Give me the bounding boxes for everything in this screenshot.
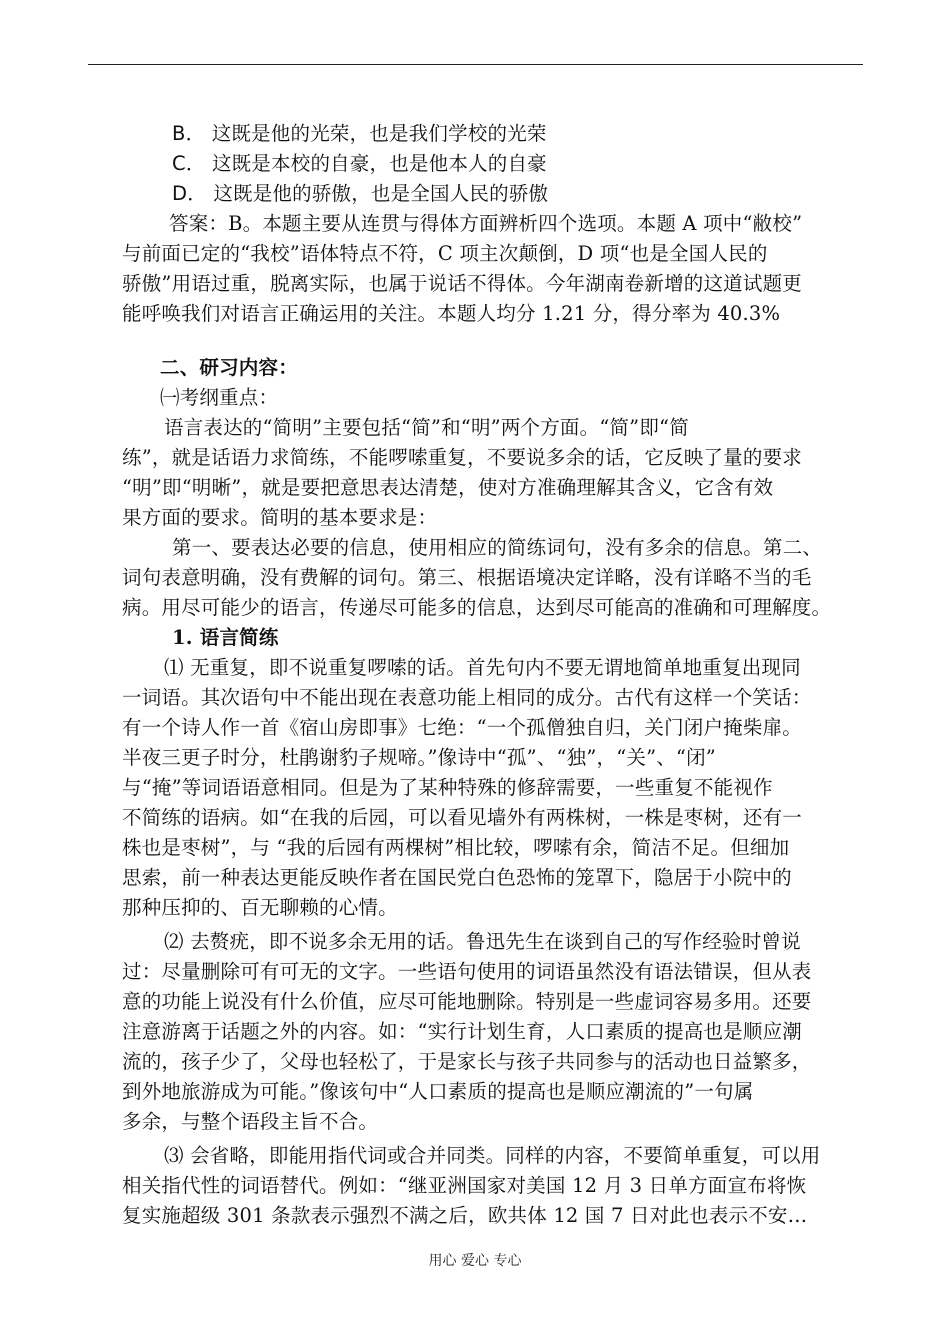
answer-paragraph <box>122 209 867 329</box>
para2-line: 流的，孩子少了，父母也轻松了，于是家长与孩子共同参与的活动也日益繁多， <box>122 1050 812 1073</box>
para2-line: 多余，与整个语段主旨不合。 <box>122 1110 379 1133</box>
header-rule <box>88 64 863 65</box>
paragraph-1 <box>122 653 867 923</box>
para1-line: 不简练的语病。如“在我的后园，可以看见墙外有两株树，一株是枣树，还有一 <box>122 806 802 829</box>
requirements-paragraph <box>122 533 867 623</box>
para1-line: 有一个诗人作一首《宿山房即事》七绝：“一个孤僧独自归，关门闭户掩柴扉。 <box>122 716 802 739</box>
para1-line: 半夜三更子时分，杜鹃谢豹子规啼。”像诗中“孤”、“独”，“关”、“闭” <box>122 746 716 769</box>
para3-line: ⑶ 会省略，即能用指代词或合并同类。同样的内容，不要简单重复，可以用 <box>164 1144 821 1167</box>
answer-line: 答案：B。本题主要从连贯与得体方面辨析四个选项。本题 A 项中“敝校” <box>169 212 803 235</box>
para1-line: 那种压抑的、百无聊赖的心情。 <box>122 896 398 919</box>
point-heading: 1. 语言简练 <box>172 626 279 649</box>
para1-line: 一词语。其次语句中不能出现在表意功能上相同的成分。古代有这样一个笑话： <box>122 686 812 709</box>
para1-line: 株也是枣树”，与 “我的后园有两棵树”相比较，啰嗦有余，简洁不足。但细加 <box>122 836 790 859</box>
answer-line: 能呼唤我们对语言正确运用的关注。本题人均分 1.21 分，得分率为 40.3% <box>122 302 781 325</box>
para2-line: ⑵ 去赘疣，即不说多余无用的话。鲁迅先生在谈到自己的写作经验时曾说 <box>164 930 801 953</box>
subheading: ㈠考纲重点： <box>160 386 279 409</box>
intro-line: 果方面的要求。简明的基本要求是： <box>122 506 438 529</box>
para3-line: 相关指代性的词语替代。例如：“继亚洲国家对美国 12 月 3 日单方面宣布将恢 <box>122 1174 807 1197</box>
req-line: 病。用尽可能少的语言，传递尽可能多的信息，达到尽可能高的准确和可理解度。 <box>122 596 832 619</box>
paragraph-2 <box>122 927 867 1137</box>
answer-line: 骄傲”用语过重，脱离实际，也属于说话不得体。今年湖南卷新增的这道试题更 <box>122 272 802 295</box>
para1-line: ⑴ 无重复，即不说重复啰嗦的话。首先句内不要无谓地简单地重复出现同 <box>164 656 801 679</box>
para2-line: 注意游离于话题之外的内容。如：“实行计划生育，人口素质的提高也是顺应潮 <box>122 1020 802 1043</box>
paragraph-3 <box>122 1141 867 1231</box>
intro-line: 练”，就是话语力求简练，不能啰嗦重复，不要说多余的话，它反映了量的要求 <box>122 446 802 469</box>
para2-line: 过：尽量删除可有可无的文字。一些语句使用的词语虽然没有语法错误，但从表 <box>122 960 812 983</box>
option-d: D． 这既是他的骄傲，也是全国人民的骄傲 <box>172 182 549 205</box>
para1-line: 思索，前一种表达更能反映作者在国民党白色恐怖的笼罩下，隐居于小院中的 <box>122 866 792 889</box>
section-heading: 二、研习内容： <box>160 356 298 379</box>
para2-line: 到外地旅游成为可能。”像该句中“人口素质的提高也是顺应潮流的”一句属 <box>122 1080 754 1103</box>
answer-line: 与前面已定的“我校”语体特点不符，C 项主次颠倒，D 项“也是全国人民的 <box>122 242 768 265</box>
intro-line: 语言表达的“简明”主要包括“简”和“明”两个方面。“简”即“简 <box>164 416 689 439</box>
option-c: C． 这既是本校的自豪，也是他本人的自豪 <box>172 152 547 175</box>
para2-line: 意的功能上说没有什么价值，应尽可能地删除。特别是一些虚词容易多用。还要 <box>122 990 812 1013</box>
document-body <box>122 119 867 1231</box>
page-footer: 用心 爱心 专心 <box>428 1253 522 1269</box>
intro-line: “明”即“明晰”，就是要把意思表达清楚，使对方准确理解其含义，它含有效 <box>122 476 774 499</box>
req-line: 第一、要表达必要的信息，使用相应的简练词句，没有多余的信息。第二、 <box>172 536 823 559</box>
req-line: 词句表意明确，没有费解的词句。第三、根据语境决定详略，没有详略不当的毛 <box>122 566 812 589</box>
para1-line: 与“掩”等词语语意相同。但是为了某种特殊的修辞需要，一些重复不能视作 <box>122 776 773 799</box>
option-b: B． 这既是他的光荣，也是我们学校的光荣 <box>172 122 547 145</box>
para3-line: 复实施超级 301 条款表示强烈不满之后，欧共体 12 国 7 日对此也表示不安… <box>122 1204 808 1227</box>
intro-paragraph <box>122 413 867 533</box>
